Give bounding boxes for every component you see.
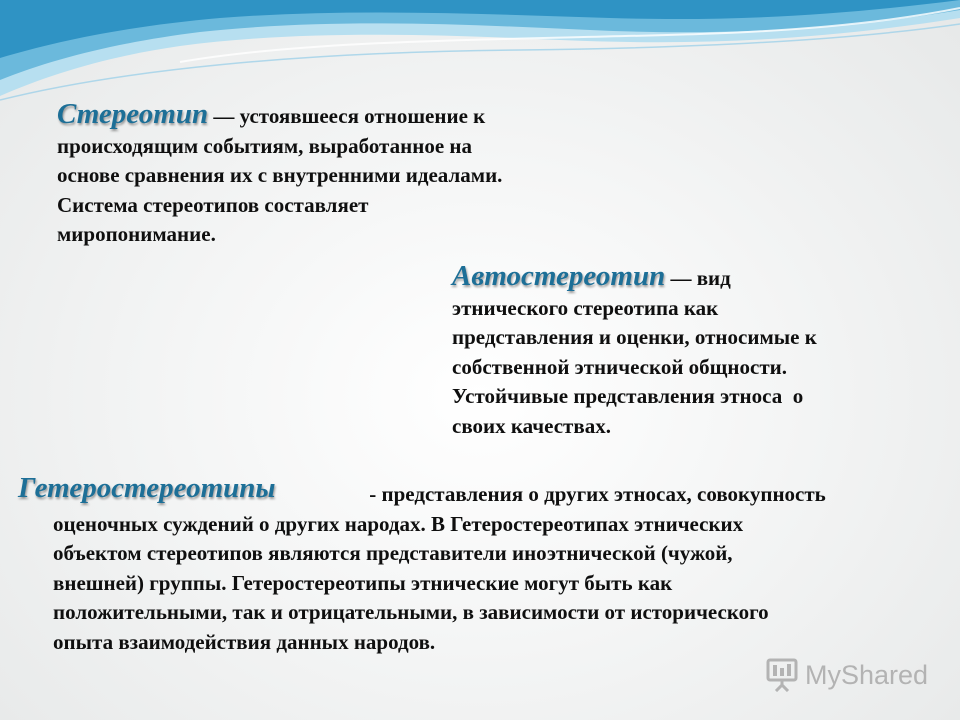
definition-text: представления о других этносах, совокупность: [381, 482, 826, 506]
definition-text: вид: [696, 266, 731, 290]
definition-line: [452, 262, 932, 294]
definition-line: Система стереотипов составляет: [57, 192, 369, 217]
header-wave-decoration: [0, 0, 960, 110]
definition-line: объектом стереотипов являются представители иноэтнической (чужой,: [53, 541, 733, 565]
term-dash: —: [208, 104, 240, 128]
term-heterostereotypes: Гетеростереотипы: [18, 472, 276, 504]
term-dash: —: [665, 266, 697, 290]
definition-line: представления и оценки, относимые к: [452, 325, 817, 349]
term-dash: -: [364, 482, 382, 506]
term-stereotype: Стереотип: [57, 98, 209, 130]
definition-line: основе сравнения их с внутренними идеалами.: [57, 163, 503, 187]
definition-stereotype: [57, 100, 637, 250]
definition-line: Устойчивые представления этноса о: [452, 384, 804, 408]
term-autostereotype: Автостереотип: [452, 260, 666, 292]
definition-line: миропонимание.: [57, 222, 216, 246]
definition-line: положительными, так и отрицательными, в зависимости от исторического: [53, 600, 769, 624]
definition-line: оценочных суждений о других народах. В Гетеростереотипах этнических: [53, 511, 744, 536]
definition-line: происходящим событиям, выработанное на: [57, 133, 472, 158]
definition-heterostereotypes: [18, 472, 953, 657]
definition-line: внешней) группы. Гетеростереотипы этнические могут быть как: [53, 570, 673, 595]
watermark-text: MyShared: [805, 659, 929, 690]
definition-text: устоявшееся отношение к: [239, 104, 486, 128]
definition-line: своих качествах.: [452, 413, 611, 438]
definition-line: собственной этнической общности.: [452, 354, 787, 379]
definition-line: [57, 100, 637, 132]
definition-line: этнического стереотипа как: [452, 295, 719, 320]
presentation-board-icon: [766, 658, 798, 692]
definition-line: опыта взаимодействия данных народов.: [53, 629, 436, 654]
definition-autostereotype: [452, 262, 932, 441]
myshared-watermark: [766, 656, 928, 694]
